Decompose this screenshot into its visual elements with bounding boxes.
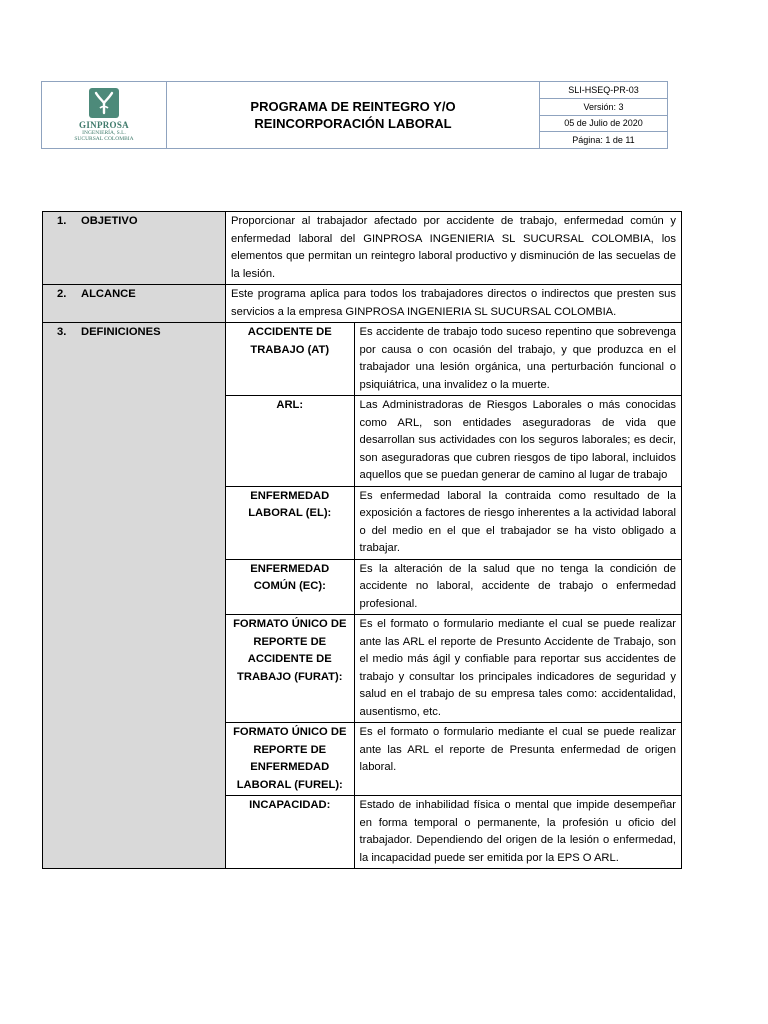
section-label: OBJETIVO xyxy=(81,215,138,227)
logo-subtitle-2: SUCURSAL COLOMBIA xyxy=(74,136,134,142)
section-number: 1. xyxy=(57,215,67,227)
section-label-cell xyxy=(43,212,226,285)
definition-row xyxy=(226,396,681,487)
document-code: SLI-HSEQ-PR-03 xyxy=(540,82,667,99)
definition-row xyxy=(226,615,681,723)
section-number: 2. xyxy=(57,288,67,300)
definition-text: Es el formato o formulario mediante el cual se puede realizar ante las ARL el reporte de Presunta enfermedad de origen laboral. xyxy=(354,723,681,796)
document-date: 05 de Julio de 2020 xyxy=(540,116,667,133)
definition-term: INCAPACIDAD: xyxy=(226,796,354,869)
document-version: Versión: 3 xyxy=(540,99,667,116)
definition-term: FORMATO ÚNICO DE REPORTE DE ENFERMEDAD LABORAL (FUREL): xyxy=(226,723,354,796)
document-header xyxy=(41,81,668,149)
definition-term: ACCIDENTE DE TRABAJO (AT) xyxy=(226,323,354,396)
title-line-1: PROGRAMA DE REINTEGRO Y/O xyxy=(250,99,456,114)
definition-term: ARL: xyxy=(226,396,354,487)
definition-text: Las Administradoras de Riesgos Laborales o más conocidas como ARL, son entidades aseguradoras de vida que desarrollan sus actividades con los seguros laborales; es decir, son aseguradoras que cubren riesgos de tipo laboral, incluidos aquellos que se puedan generar de camino al lugar de trabajo xyxy=(354,396,681,487)
definition-text: Estado de inhabilidad física o mental que impide desempeñar en forma temporal o permanente, la profesión u oficio del trabajador. Dependiendo del origen de la lesión o enfermedad, la incapacidad puede ser emitida por la EPS O ARL. xyxy=(359,799,676,864)
section-label-cell xyxy=(43,323,226,869)
definition-term: ENFERMEDAD COMÚN (EC): xyxy=(226,559,354,615)
definition-row xyxy=(226,796,681,869)
section-text: Este programa aplica para todos los trabajadores directos o indirectos que presten sus servicios a la empresa GINPROSA INGENIERIA SL SUCURSAL COLOMBIA. xyxy=(226,285,682,323)
definition-text: Es enfermedad laboral la contraida como resultado de la exposición a factores de riesgo inherentes a la actividad laboral o del medio en el que el trabajador se ha visto obligado a trabajar. xyxy=(354,486,681,559)
section-row-definiciones xyxy=(43,323,682,869)
section-row-alcance xyxy=(43,285,682,323)
definition-text: Es accidente de trabajo todo suceso repentino que sobrevenga por causa o con ocasión del trabajo, y que produzca en el trabajador una lesión orgánica, una perturbación funcional o psiquiátrica, una invalidez o la muerte. xyxy=(354,323,681,396)
definition-term: FORMATO ÚNICO DE REPORTE DE ACCIDENTE DE TRABAJO (FURAT): xyxy=(226,615,354,723)
company-logo xyxy=(74,88,133,142)
program-table xyxy=(42,211,682,869)
document-title xyxy=(167,82,540,148)
section-number: 3. xyxy=(57,326,67,338)
definition-text: Es el formato o formulario mediante el cual se puede realizar ante las ARL el reporte de Presunto Accidente de Trabajo, son el medio más ágil y confiable para reportar sus accidentes de trabajo y consultar los principales indicadores de seguridad y salud en el trabajo de su empresa tales como: accidentalidad, ausentismo, etc. xyxy=(354,615,681,723)
document-page: Página: 1 de 11 xyxy=(572,135,635,146)
document-meta xyxy=(540,82,667,148)
company-logo-icon xyxy=(89,88,119,118)
logo-subtitle: INGENIERÍA, S.L. xyxy=(82,130,126,136)
section-label: ALCANCE xyxy=(81,288,136,300)
section-text: Proporcionar al trabajador afectado por accidente de trabajo, enfermedad común y enfermedad laboral del GINPROSA INGENIERIA SL SUCURSAL COLOMBIA, los elementos que permitan un reintegro laboral productivo y disminución de las secuelas de la lesión. xyxy=(226,212,682,285)
section-label-cell xyxy=(43,285,226,323)
logo-name: GINPROSA xyxy=(79,120,129,130)
title-line-2: REINCORPORACIÓN LABORAL xyxy=(254,116,452,131)
definitions-table xyxy=(226,323,681,868)
definition-row xyxy=(226,559,681,615)
definition-term: ENFERMEDAD LABORAL (EL): xyxy=(226,486,354,559)
definition-row xyxy=(226,723,681,796)
definition-text: Es la alteración de la salud que no tenga la condición de accidente no laboral, accidente de trabajo o enfermedad profesional. xyxy=(354,559,681,615)
definition-row xyxy=(226,323,681,396)
section-row-objetivo xyxy=(43,212,682,285)
section-label: DEFINICIONES xyxy=(81,326,161,338)
logo-cell xyxy=(42,82,167,148)
definition-row xyxy=(226,486,681,559)
definitions-cell xyxy=(226,323,682,869)
